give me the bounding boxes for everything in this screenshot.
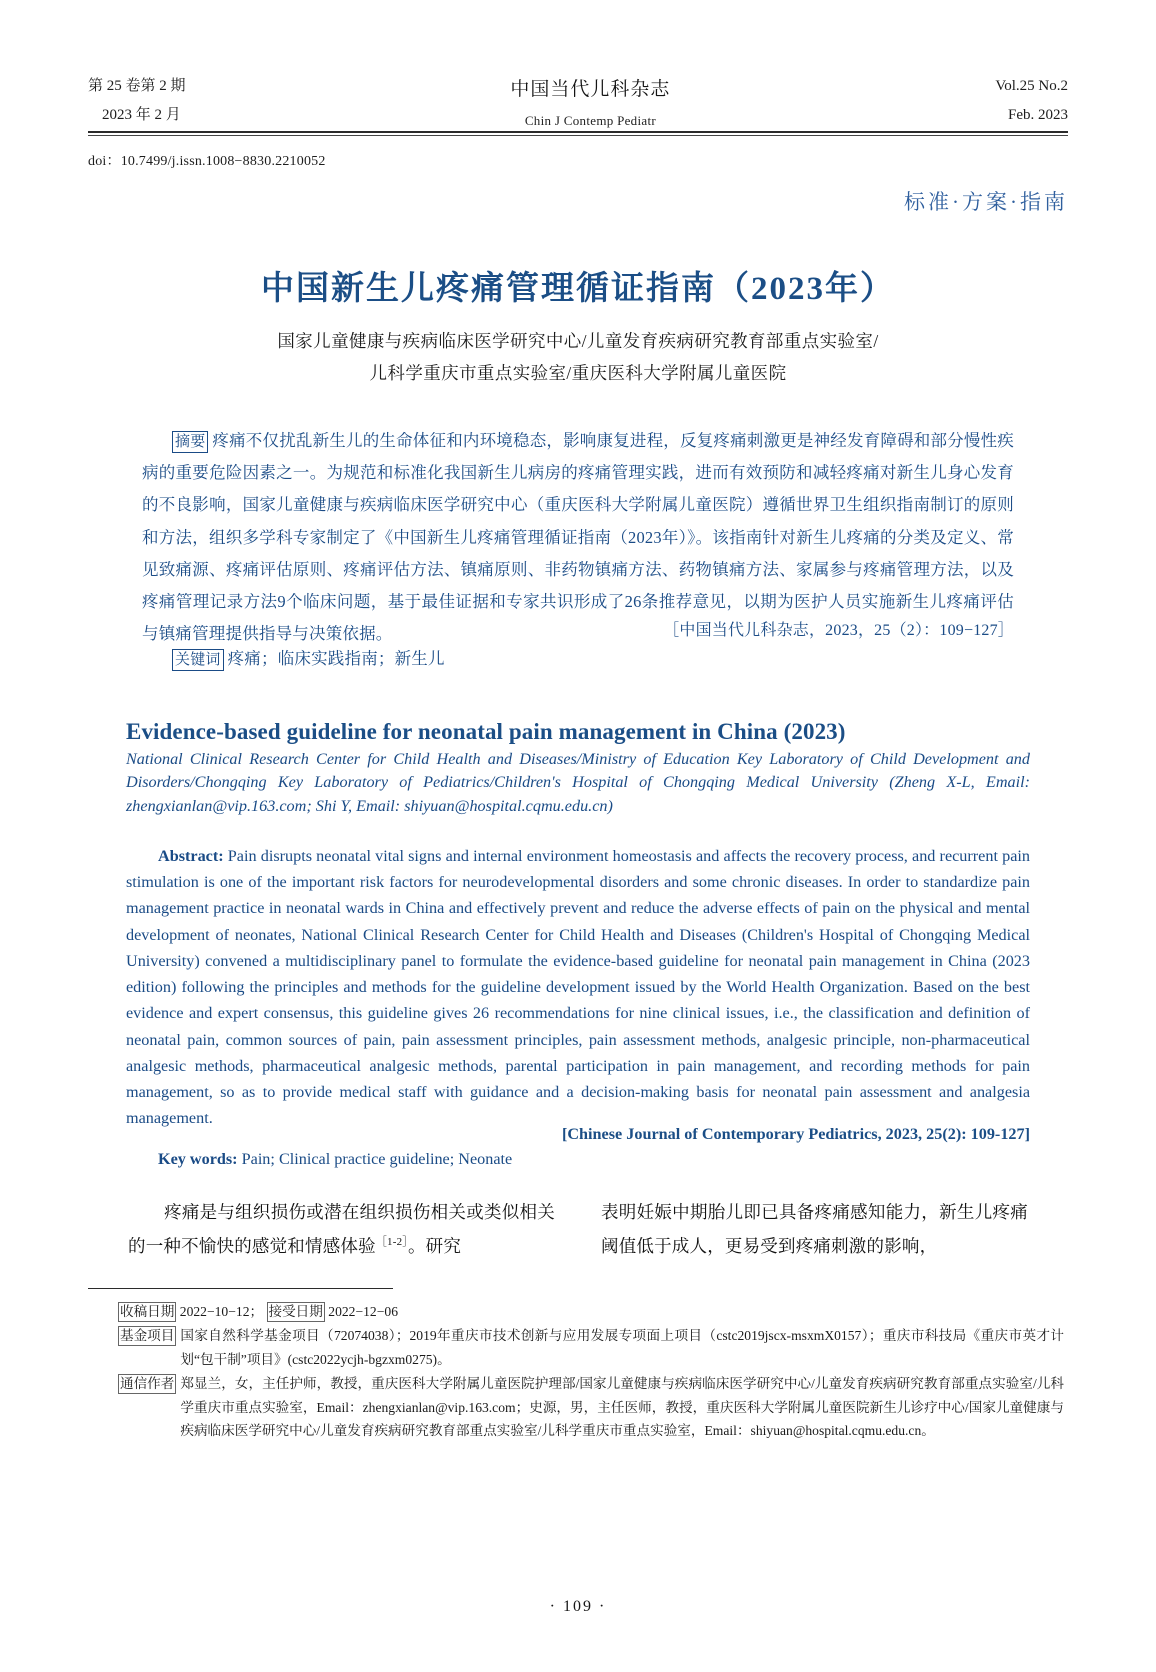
page-title-en: Evidence-based guideline for neonatal pain management in China (2023) — [126, 719, 846, 745]
received-date-value: 2022−10−12； — [179, 1304, 264, 1319]
masthead-center — [186, 72, 996, 134]
divider-thin — [88, 135, 1068, 136]
masthead-right — [995, 72, 1068, 129]
corresponding-author-tag: 通信作者 — [118, 1374, 176, 1394]
issue-date-en: Feb. 2023 — [1008, 106, 1068, 123]
received-date-tag: 收稿日期 — [118, 1302, 176, 1322]
affiliation-cn-line2: 儿科学重庆市重点实验室/重庆医科大学附属儿童医院 — [369, 363, 787, 384]
body-text-left-tail: 。研究 — [407, 1236, 462, 1257]
affiliation-cn — [170, 325, 986, 390]
keywords-cn — [142, 645, 445, 671]
keywords-cn-tag: 关键词 — [172, 649, 224, 671]
footnote-divider — [88, 1288, 393, 1289]
abstract-en-text: Pain disrupts neonatal vital signs and internal environment homeostasis and affects the recovery process, and recurrent pain stimulation is one of the important risk factors for neurodevelopmental disorders and some chronic diseases. In order to standardize pain management practice in neonatal wards in China and effectively prevent and reduce the adverse effects of pain on the physical and mental development of neonates, National Clinical Research Center for Child Health and Diseases (Children's Hospital of Chongqing Medical University) convened a multidisciplinary panel to formulate the evidence-based guideline for neonatal pain management in China (2023 edition) following the principles and methods for the guideline development issued by the World Health Organization. Based on the best evidence and expert consensus, this guideline gives 26 recommendations for nine clinical issues, i.e., the classification and definition of neonatal pain, common sources of pain, pain assessment principles, pain assessment methods, analgesic principle, non-pharmaceutical analgesic methods, pharmaceutical analgesic methods, parental participation in pain management, and recording methods for pain management, so as to provide medical staff with guidance and a decision-making basis for neonatal pain assessment and analgesia management. — [126, 847, 1030, 1128]
footnote-dates-body — [118, 1300, 1064, 1323]
corresponding-label-wrap — [118, 1372, 176, 1395]
masthead-divider — [88, 131, 1068, 136]
abstract-en — [126, 843, 1030, 1132]
abstract-cn-text: 疼痛不仅扰乱新生儿的生命体征和内环境稳态，影响康复进程，反复疼痛刺激更是神经发育障碍和部分慢性疾病的重要危险因素之一。为规范和标准化我国新生儿病房的疼痛管理实践，进而有效预防和减轻疼痛对新生儿身心发育的不良影响，国家儿童健康与疾病临床医学研究中心（重庆医科大学附属儿童医院）遵循世界卫生组织指南制订的原则和方法，组织多学科专家制定了《中国新生儿疼痛管理循证指南（2023年）》。该指南针对新生儿疼痛的分类及定义、常见致痛源、疼痛评估原则、疼痛评估方法、镇痛原则、非药物镇痛方法、药物镇痛方法、家属参与疼痛管理方法，以及疼痛管理记录方法9个临床问题，基于最佳证据和专家共识形成了26条推荐意见，以期为医护人员实施新生儿疼痛评估与镇痛管理提供指导与决策依据。 — [142, 431, 1015, 644]
accepted-date-tag: 接受日期 — [267, 1302, 325, 1322]
footnote-dates — [118, 1300, 1064, 1323]
accepted-date-value: 2022−12−06 — [328, 1304, 398, 1319]
citation-en: [Chinese Journal of Contemporary Pediatrics, 2023, 25(2): 109-127] — [561, 1125, 1030, 1143]
keywords-en-label: Key words: — [158, 1150, 238, 1168]
page-number: · 109 · — [549, 1598, 607, 1615]
affiliation-en: National Clinical Research Center for Child Health and Diseases/Ministry of Education Key Laboratory of Child Development and Disorders/Chongqing Key Laboratory of Pediatrics/Children's Hospital of Chongqing Medical University (Zheng X-L, Email: zhengxianlan@vip.163.com; Shi Y, Email: shiyuan@hospital.cqmu.edu.cn) — [126, 750, 1030, 815]
section-kind-label: 标准·方案·指南 — [904, 190, 1068, 214]
body-column-left — [128, 1195, 555, 1263]
masthead-left — [88, 72, 186, 129]
body-column-right — [601, 1195, 1028, 1263]
journal-title-en: Chin J Contemp Pediatr — [524, 113, 657, 129]
funding-label-wrap — [118, 1324, 176, 1347]
issue-date-cn: 2023 年 2 月 — [102, 106, 181, 123]
footnote-funding — [118, 1324, 1064, 1371]
volume-issue-cn: 第 25 卷第 2 期 — [88, 78, 186, 94]
affiliation-cn-line1: 国家儿童健康与疾病临床医学研究中心/儿童发育疾病研究教育部重点实验室/ — [277, 331, 879, 351]
footnote-corresponding — [118, 1372, 1064, 1442]
volume-issue-en: Vol.25 No.2 — [995, 78, 1068, 94]
body-text-right: 表明妊娠中期胎儿即已具备疼痛感知能力，新生儿疼痛阈值低于成人，更易受到疼痛刺激的影响， — [601, 1202, 1028, 1257]
funding-text: 国家自然科学基金项目（72074038）；2019年重庆市技术创新与应用发展专项面上项目（cstc2019jscx-msxmX0157）；重庆市科技局《重庆市英才计划“包干制”项目》(cstc2022ycjh-bgzxm0275)。 — [180, 1328, 1064, 1367]
doi-line: doi：10.7499/j.issn.1008−8830.2210052 — [88, 154, 326, 169]
body-text-left: 疼痛是与组织损伤或潜在组织损伤相关或类似相关的一种不愉快的感觉和情感体验 — [128, 1202, 555, 1257]
keywords-en-text: Pain; Clinical practice guideline; Neonate — [237, 1150, 513, 1168]
body-columns — [128, 1195, 1028, 1263]
footnotes — [118, 1300, 1064, 1443]
corresponding-author-text: 郑显兰，女，主任护师，教授，重庆医科大学附属儿童医院护理部/国家儿童健康与疾病临床医学研究中心/儿童发育疾病研究教育部重点实验室/儿科学重庆市重点实验室，Email：zhengxianlan@vip.163.com；史源，男，主任医师，教授，重庆医科大学附属儿童医院新生儿诊疗中心/国家儿童健康与疾病临床医学研究中心/儿童发育疾病研究教育部重点实验室/儿科学重庆市重点实验室，Email：shiyuan@hospital.cqmu.edu.cn。 — [180, 1376, 1064, 1438]
citation-cn: ［中国当代儿科杂志，2023，25（2）：109−127］ — [663, 622, 1014, 639]
funding-tag: 基金项目 — [118, 1326, 176, 1346]
keywords-en — [126, 1150, 1030, 1169]
page-title-cn: 中国新生儿疼痛管理循证指南（2023年） — [261, 271, 895, 308]
abstract-cn-tag: 摘要 — [172, 431, 208, 453]
divider-thick — [88, 131, 1068, 133]
keywords-cn-text: 疼痛；临床实践指南；新生儿 — [227, 649, 445, 668]
reference-marker: ［1-2］ — [375, 1236, 408, 1249]
abstract-en-label: Abstract: — [158, 847, 224, 865]
masthead — [88, 72, 1068, 134]
journal-title-cn: 中国当代儿科杂志 — [510, 79, 671, 100]
